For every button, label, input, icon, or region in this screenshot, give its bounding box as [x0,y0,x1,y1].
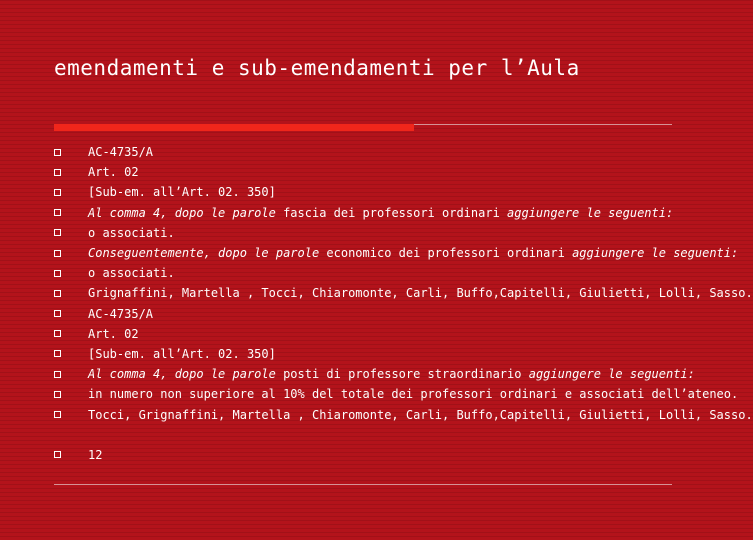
item-text: Grignaffini, Martella , Tocci, Chiaromonte, Carli, Buffo,Capitelli, Giulietti, Lolli, Sasso. [88,286,753,301]
square-bullet-icon [54,290,61,297]
item-text: o associati. [88,225,175,240]
list-item [54,203,694,223]
list-item [54,243,739,263]
list-item [54,384,739,404]
item-text: AC-4735/A [88,145,154,160]
list-item [54,223,694,243]
item-text [88,206,673,220]
list-item [54,263,694,283]
item-text: Art. 02 [88,165,139,180]
list-item [54,344,694,364]
square-bullet-icon [54,411,61,418]
item-text: Art. 02 [88,326,139,341]
item-tail-italic: aggiungere le seguenti: [572,246,739,261]
square-bullet-icon [54,270,61,277]
list-item [54,404,753,424]
page-number: 12 [88,447,103,462]
item-text: AC-4735/A [88,306,154,321]
square-bullet-icon [54,169,61,176]
square-bullet-icon [54,250,61,257]
list-item [54,304,694,324]
square-bullet-icon [54,209,61,216]
square-bullet-icon [54,149,61,156]
item-text: o associati. [88,266,175,281]
square-bullet-icon [54,350,61,357]
page-number-item [54,445,694,465]
item-body: posti di professore straordinario [275,367,529,382]
item-tail-italic: aggiungere le seguenti: [528,367,695,382]
list-item [54,324,694,344]
square-bullet-icon [54,371,61,378]
list-item [54,182,694,202]
square-bullet-icon [54,229,61,236]
item-text: [Sub-em. all’Art. 02. 350] [88,346,276,361]
list-item [54,364,694,384]
slide-title: emendamenti e sub-emendamenti per l’Aula [54,56,580,80]
item-text: Tocci, Grignaffini, Martella , Chiaromonte, Carli, Buffo,Capitelli, Giulietti, Lolli, Sasso. [88,407,753,422]
list-item [54,283,753,303]
square-bullet-icon [54,391,61,398]
item-body: fascia dei professori ordinari [275,205,508,220]
item-text [88,246,738,260]
item-body: economico dei professori ordinari [319,246,573,261]
list-item [54,142,694,162]
square-bullet-icon [54,330,61,337]
footer-divider [54,484,672,485]
bullet-list [54,142,753,465]
item-text: [Sub-em. all’Art. 02. 350] [88,185,276,200]
list-item [54,162,694,182]
square-bullet-icon [54,451,61,458]
item-lead-italic: Conseguentemente, dopo le parole [88,246,320,261]
accent-bar [54,124,414,131]
item-text: in numero non superiore al 10% del totale dei professori ordinari e associati dell’ateneo. [88,387,739,402]
item-lead-italic: Al comma 4, dopo le parole [88,205,276,220]
square-bullet-icon [54,189,61,196]
item-lead-italic: Al comma 4, dopo le parole [88,367,276,382]
item-tail-italic: aggiungere le seguenti: [507,205,674,220]
square-bullet-icon [54,310,61,317]
item-text [88,367,695,381]
